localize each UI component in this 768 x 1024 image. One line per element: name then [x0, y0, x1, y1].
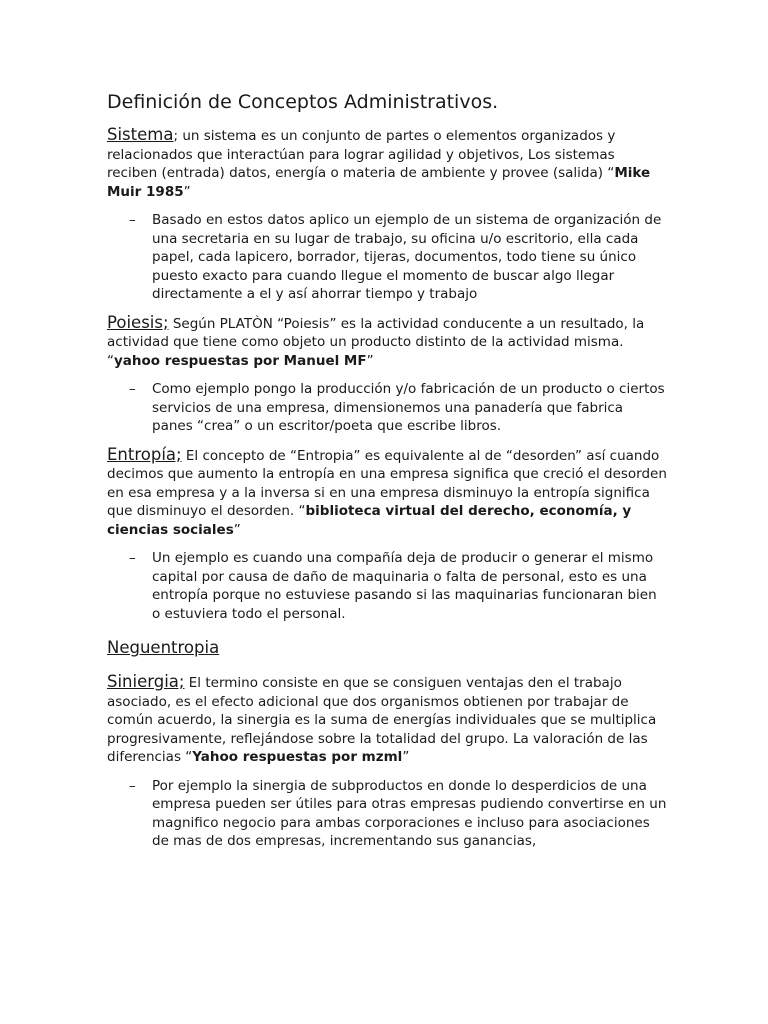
- definition-text: Según PLATÒN “Poiesis” es la actividad conducente a un resultado, la actividad que tiene como objeto un producto distinto de la actividad misma.: [107, 315, 645, 350]
- definition-entropia: [107, 446, 668, 540]
- source-citation: yahoo respuestas por Manuel MF: [114, 352, 367, 369]
- bullet-text: Por ejemplo la sinergia de subproductos en donde lo desperdicios de una empresa pueden ser útiles para otras empresas pudiendo convertirse en un magnifico negocio para ambas corporaciones e incluso para asociaciones de mas de dos empresas, incrementando sus ganancias,: [152, 777, 667, 849]
- quote-open: “: [185, 749, 193, 765]
- quote-open: “: [298, 503, 306, 519]
- example-bullet-sistema: [107, 211, 668, 304]
- bullet-text: Un ejemplo es cuando una compañía deja de producir o generar el mismo capital por causa de daño de maquinaria o falta de personal, esto es una entropía porque no estuviese pasando si las maquinarias funcionaran bien o estuviera todo el personal.: [152, 550, 657, 622]
- example-bullet-entropia: [107, 549, 668, 623]
- quote-close: ”: [183, 183, 191, 200]
- quote-open: “: [107, 352, 114, 369]
- definition-sistema: [107, 126, 668, 201]
- source-citation: Yahoo respuestas por mzml: [192, 749, 403, 765]
- definition-text: El termino consiste en que se consiguen ventajas den el trabajo asociado, es el efecto adicional que dos organismos obtienen por trabajar de común acuerdo, la sinergia es la suma de energías individuales que se multiplica progresivamente, reflejándose sobre la totalidad del grupo. La valoración de las diferencias: [107, 675, 657, 765]
- term-sistema: Sistema: [107, 125, 174, 144]
- term-siniergia: Siniergia;: [107, 672, 185, 691]
- bullet-text: Como ejemplo pongo la producción y/o fabricación de un producto o ciertos servicios de una empresa, dimensionemos una panadería que fabrica panes “crea” o un escritor/poeta que escribe libros.: [152, 381, 665, 434]
- dash-bullet-icon: –: [129, 381, 136, 397]
- term-poiesis: Poiesis;: [107, 312, 169, 332]
- example-bullet-poiesis: [107, 380, 668, 436]
- page-title: Definición de Conceptos Administrativos.: [107, 91, 499, 113]
- term-separator: ;: [173, 128, 179, 144]
- quote-close: ”: [366, 352, 374, 369]
- definition-text: un sistema es un conjunto de partes o elementos organizados y relacionados que interactúan para lograr agilidad y objetivos, Los sistemas reciben (entrada) datos, energía o materia de ambiente y provee (salida): [107, 128, 616, 181]
- dash-bullet-icon: –: [129, 550, 136, 566]
- definition-poiesis: [107, 314, 668, 371]
- term-entropia: Entropía;: [107, 444, 182, 464]
- source-citation: biblioteca virtual del derecho, economía, y ciencias sociales: [107, 503, 632, 538]
- quote-close: ”: [402, 749, 410, 765]
- quote-close: ”: [233, 521, 241, 538]
- dash-bullet-icon: –: [129, 777, 136, 794]
- definition-siniergia: [107, 673, 668, 767]
- bullet-text: Basado en estos datos aplico un ejemplo de un sistema de organización de una secretaria en su lugar de trabajo, su oficina u/o escritorio, ella cada papel, cada lapicero, borrador, tijeras, documentos, todo tiene su único puesto exacto para cuando llegue el momento de buscar algo llegar directamente a el y así ahorrar tiempo y trabajo: [152, 212, 662, 302]
- quote-open: “: [607, 165, 615, 181]
- source-citation: Mike Muir 1985: [107, 165, 651, 200]
- term-neguentropia: Neguentropia: [107, 638, 220, 657]
- dash-bullet-icon: –: [129, 212, 136, 228]
- example-bullet-siniergia: [107, 777, 668, 851]
- definition-text: El concepto de “Entropia” es equivalente al de “desorden” así cuando decimos que aumento la entropía en una empresa significa que creció el desorden en esa empresa y a la inversa si en una empresa disminuyo la entropía significa que disminuyo el desorden.: [107, 447, 667, 519]
